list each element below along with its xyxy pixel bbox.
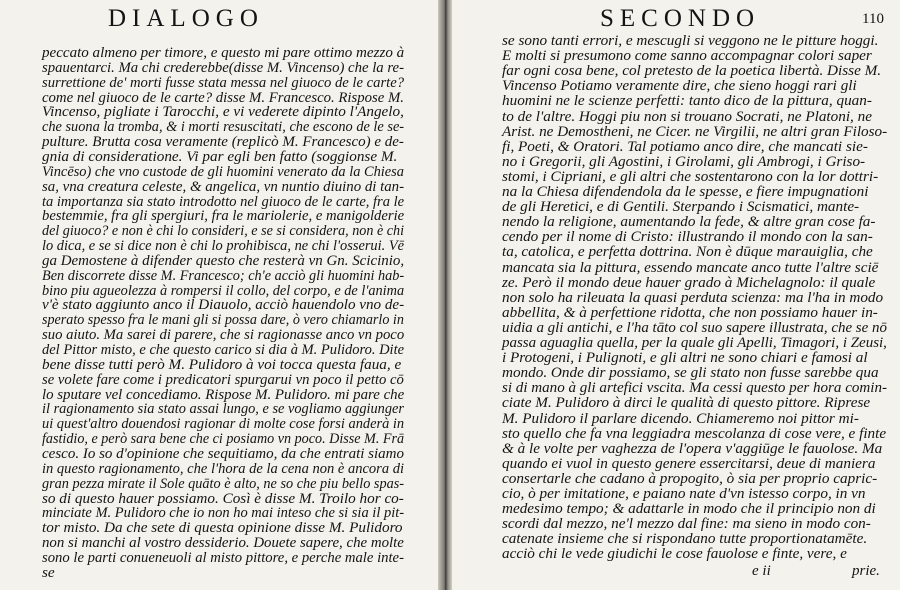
text-line: Vincēso) che vno custode de gli huomini venerato da la Chiesa <box>42 162 405 180</box>
text-line: del Pittor misto, e che questo carico si dia à M. Pulidoro. Dite <box>42 341 405 358</box>
text-line: fastidio, e però sara bene che ci posiamo vn poco. Disse M. Frā <box>42 430 405 448</box>
text-line: & à le volte per vaghezza de l'opera v'aggiūge le fauolose. Ma <box>502 439 883 457</box>
text-line: come nel giuoco de le carte? disse M. Francesco. Rispose M. <box>42 88 404 106</box>
signature-mark: e ii <box>752 563 771 579</box>
text-line: fi, Poeti, & Oratori. Tal potiamo anco dire, che mancati sie- <box>502 137 868 155</box>
text-line: huomini ne le scienze perfetti: tanto dico de la pittura, quan- <box>502 92 872 110</box>
text-line: no i Gregorii, gli Agostini, i Girolami, gli Ambrogi, i Griso- <box>502 152 866 170</box>
text-line: v'è stato aggiunto anco il Diauolo, acciò hauendolo vno de- <box>42 296 405 314</box>
text-line: mondo. Onde dir possiamo, se gli stato non fusse sarebbe qua <box>502 364 879 382</box>
text-line: medesimo tempo; & adattarle in modo che il principio non di <box>502 500 876 518</box>
text-line: quando ei vuol in questo genere essercitarsi, deue di maniera <box>502 454 876 472</box>
text-line: cesco. Io so d'opinione che sequitiamo, da che entrati siamo <box>42 444 405 462</box>
text-line: gnia di consideratione. Vi par egli ben fatto (soggionse M. <box>42 147 398 165</box>
text-line: sa, vna creatura celeste, & angelica, vn nuntio diuino di tan- <box>42 177 405 195</box>
text-line: surrettione de' morti fusse stata messa nel giuoco de le carte? <box>42 73 405 91</box>
text-line: abbellita, & à perfettione ridotta, che non possiamo hauer in- <box>502 303 878 321</box>
text-line: ze. Però il mondo deue hauer grado à Michelagnolo: il quale <box>502 273 876 291</box>
catchword: prie. <box>852 563 880 579</box>
text-line: bino piu agueolezza à rompersi il collo, del corpo, e de l'anima <box>42 281 405 299</box>
running-head: DIALOGO <box>108 5 264 32</box>
text-line: nendo la religione, aumentando la fede, & altre gran cose fa- <box>502 213 876 231</box>
text-line: sperato spesso fra le mani gli si possa dare, ò vero chiamarlo in <box>42 311 404 329</box>
text-line: che suona la tromba, & i morti resuscitati, che escono de le se- <box>42 118 405 136</box>
text-line: consertarle che cadano à propogito, ò sia per proprio capric- <box>502 469 878 487</box>
page-number: 110 <box>862 11 884 27</box>
text-line: lo dica, e se si dice non è chi lo prohibisca, ne chi l'osserui. Vē <box>42 237 405 255</box>
text-line: scordi dal mezzo, ne'l mezzo dal fine: ma sieno in modo con- <box>502 515 871 533</box>
text-line: de gli Heretici, e di Gentili. Sterpando i Scismatici, mante- <box>502 198 860 216</box>
text-line: ui quest'altro douendosi ragionar di molte cose forsi anderà in <box>42 415 405 433</box>
text-line: spauentarci. Ma chi crederebbe(disse M. Vincenso) che la re- <box>42 58 405 76</box>
book-gutter <box>438 0 452 590</box>
text-line: suo aiuto. Ma sarei di parere, che si ragionasse anco vn poco <box>42 326 405 344</box>
text-line: ga Demostene à difender questo che resterà vn Gn. Scicinio, <box>42 251 405 269</box>
text-line: ciate M. Pulidoro à dirci le qualità di questo pittore. Riprese <box>502 394 871 412</box>
text-line: se sono tanti errori, e mescugli si veggono ne le pitture hoggi. <box>502 32 879 49</box>
text-line: lo sputare vel concediamo. Rispose M. Pulidoro. mi pare che <box>42 385 405 403</box>
text-line: acciò chi le vede giudichi le cose fauolose e finte, vere, e <box>502 545 847 563</box>
text-line: M. Pulidoro il parlare dicendo. Chiameremo noi pittor mi- <box>502 409 859 427</box>
text-line: non si manchi al vostro dessiderio. Douete sapere, che molte <box>42 534 404 552</box>
text-line: Ben discorrete disse M. Francesco; ch'e acciò gli huomini hab- <box>42 266 405 284</box>
text-line: pulture. Brutta cosa veramente (replicò M. Francesco) e de- <box>42 133 404 151</box>
text-line: E molti si presumono come sanno accompagnar colori saper <box>502 47 872 65</box>
text-line: tor misto. Da che sete di questa opinione disse M. Pulidoro <box>42 519 403 537</box>
text-line: si di mano à gli artefici vscita. Ma cessi questo per hora comin- <box>502 379 888 397</box>
text-line: bestemmie, fra gli spergiuri, fra le mariolerie, e manigolderie <box>42 207 405 225</box>
text-line: cendo per il nome di Cristo: illustrando il mondo con la san- <box>502 228 873 246</box>
text-line: bene disse tutti però M. Pulidoro à voi tocca questa faua, e <box>42 355 402 373</box>
text-line: se volete fare come i predicatori spurgarui vn poco il petto cō <box>42 370 404 388</box>
text-line: mancata sia la pittura, essendo mancate anco tutte l'altre sciē <box>502 258 879 276</box>
text-line: stomi, i Cipriani, e gli altri che sostentarono con la lor dottri- <box>502 167 879 185</box>
text-line: il ragionamento sia stato assai lungo, e se vogliamo aggiunger <box>42 400 404 418</box>
right-page <box>452 0 900 590</box>
text-line: non solo ha rileuata la quasi perduta scienza: ma l'ha in modo <box>502 288 884 306</box>
text-line: na la Chiesa difendendola da le spesse, e fiere impugnationi <box>502 183 869 200</box>
text-line: i Protogeni, i Pulignoti, e gli altri ne sono chiari e famosi al <box>502 349 868 367</box>
text-line: se <box>42 563 55 581</box>
text-line: far ogni cosa bene, col pretesto de la poetica libertà. Disse M. <box>502 62 882 80</box>
text-line: ta importanza sia stato introdotto nel giuoco de le carte, fra le <box>42 192 405 210</box>
text-line: sono le parti conueneuoli al misto pittore, e perche male inte- <box>42 548 404 566</box>
text-line: Vincenso, pigliate i Tarocchi, e vi vederete dipinto l'Angelo, <box>42 103 404 121</box>
text-line: peccato almeno per timore, e questo mi pare ottimo mezzo à <box>42 44 405 61</box>
text-line: cio, ò per imitatione, e paiano nate d'vn istesso corpo, in vn <box>502 485 866 502</box>
text-line: Arist. ne Demostheni, ne Cicer. ne Virgilii, ne altri gran Filoso- <box>502 122 888 140</box>
text-line: so di questo hauer possiamo. Così è disse M. Troilo hor co- <box>42 489 404 507</box>
text-line: minciate M. Pulidoro che io non ho mai inteso che si sia il pit- <box>42 504 405 522</box>
text-line: ta, catolica, e perfetta dottrina. Non è dūque marauiglia, che <box>502 243 873 261</box>
left-page <box>0 0 438 590</box>
running-head: SECONDO <box>600 5 761 32</box>
text-line: passa aguaglia quella, per la quale gli Apelli, Timagori, i Zeusi, <box>502 334 887 351</box>
text-line: in questo ragionamento, che l'hora de la cena non è ancora di <box>42 459 405 477</box>
text-line: gran pezza mirate il Sole quāto è alto, ne so che piu bello spas- <box>42 474 405 492</box>
text-line: catenate insieme che si rispondano tutte proportionatamēte. <box>502 530 868 548</box>
text-line: sto quello che fa vna leggiadra mescolanza di cose vere, e finte <box>502 424 887 442</box>
text-line: Vincenso Potiamo veramente dire, che sieno hoggi rari gli <box>502 77 857 95</box>
text-line: uidia a gli antichi, e l'ha tāto col suo sapere illustrata, che se nō <box>502 318 887 336</box>
text-line: del giuoco? e non è chi lo consideri, e se si considera, non è chi <box>42 222 405 240</box>
text-line: to de l'altre. Hoggi piu non si trouano Socrati, ne Platoni, ne <box>502 107 872 125</box>
